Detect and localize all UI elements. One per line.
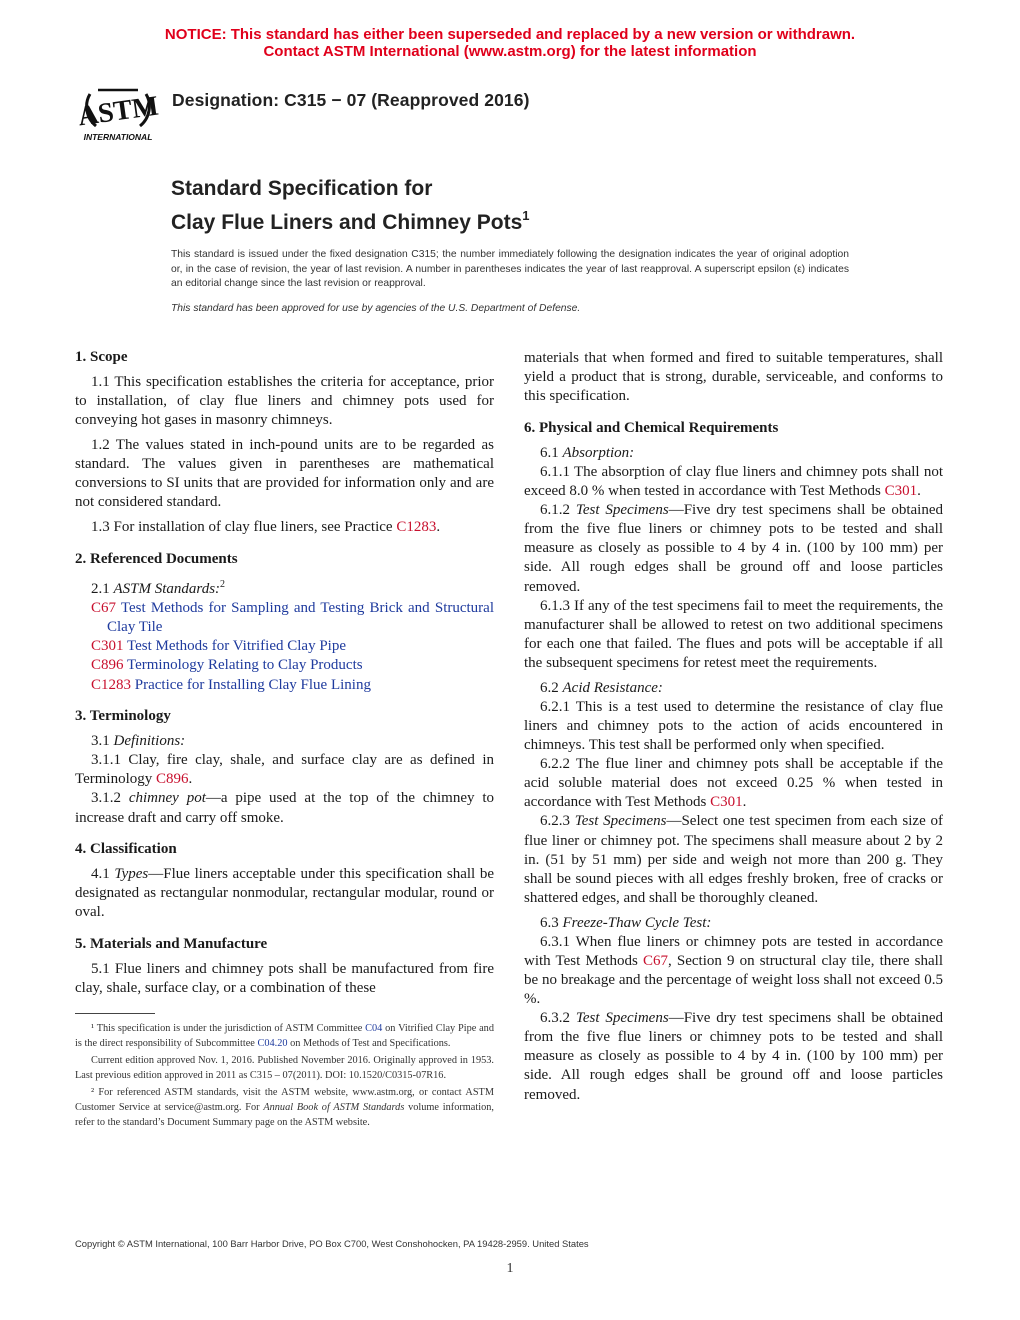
link-c67[interactable]: C67 bbox=[643, 952, 669, 969]
link-c04[interactable]: C04 bbox=[365, 1023, 383, 1034]
section-heading-materials: 5. Materials and Manufacture bbox=[75, 936, 268, 953]
title-line-2: Clay Flue Liners and Chimney Pots$^1$ bbox=[171, 208, 530, 234]
paragraph-3-1-1: 3.1.1 Clay, fire clay, shale, and surface clay are as defined in Terminology C896. bbox=[75, 752, 494, 788]
right-column bbox=[524, 349, 943, 1105]
title-line-1: Standard Specification for bbox=[171, 177, 433, 200]
paragraph-1-2: 1.2 The values stated in inch-pound units are to be regarded as standard. The values given in parentheses are mathematical conversions to SI units that are provided for information only and are not considered standard. bbox=[75, 437, 494, 511]
paragraph-4-1: 4.1 Types—Flue liners acceptable under this specification shall be designated as rectangular nonmodular, rectangular modular, round or oval. bbox=[75, 866, 494, 921]
section-heading-classification: 4. Classification bbox=[75, 841, 177, 858]
footnotes bbox=[75, 1021, 494, 1130]
paragraph-6-2-1: 6.2.1 This is a test used to determine the resistance of clay flue liners and chimney pots to the action of acids encountered in chimneys. This test shall be performed only when specified. bbox=[524, 698, 943, 754]
reference-c1283[interactable]: C1283 Practice for Installing Clay Flue Lining bbox=[91, 676, 371, 693]
paragraph-1-1: 1.1 This specification establishes the criteria for acceptance, prior to installation, of clay flue liners and chimney pots used for conveying hot gases in masonry chimneys. bbox=[75, 374, 494, 429]
approved-note: This standard has been approved for use by agencies of the U.S. Department of Defense. bbox=[171, 303, 581, 314]
paragraph-5-1-end: materials that when formed and fired to suitable temperatures, shall yield a product that is strong, durable, serviceable, and conforms to this specification. bbox=[524, 350, 943, 405]
logo-mark-text: ASTM bbox=[76, 90, 160, 133]
footnote-1-edition: Current edition approved Nov. 1, 2016. Published November 2016. Originally approved in 1953. Last previous edition approved in 2011 as C315 – 07(2011). DOI: 10.1520/C0315-07R16. bbox=[75, 1055, 494, 1081]
paragraph-6-2: 6.2 Acid Resistance: bbox=[540, 679, 663, 696]
reference-c896[interactable]: C896 Terminology Relating to Clay Products bbox=[91, 657, 363, 674]
paragraph-6-3-2: 6.3.2 Test Specimens—Five dry test specimens shall be obtained from the five flue liners or chimney pots to be tested and shall measure as closely as possible to 4 by 4 in. (100 by 100 mm) per side. All rough edges shall be ground off and loose particles removed. bbox=[524, 1010, 943, 1103]
left-column bbox=[75, 348, 494, 998]
paragraph-6-2-3: 6.2.3 Test Specimens—Select one test specimen from each size of flue liner or chimney pot. The specimens shall measure about 2 by 2 in. (51 by 51 mm) per side and weigh not more than 200 g. They shall be sound pieces with all edges freshly broken, free of cracks or shattered edges, and shall be thoroughly cleaned. bbox=[524, 813, 943, 906]
link-c1283[interactable]: C1283 bbox=[396, 519, 437, 536]
document-title bbox=[171, 175, 529, 236]
designation: Designation: C315 − 07 (Reapproved 2016) bbox=[172, 90, 530, 110]
paragraph-5-1-start: 5.1 Flue liners and chimney pots shall be manufactured from fire clay, shale, surface clay, or a combination of these bbox=[75, 961, 494, 997]
notice-line-1: NOTICE: This standard has either been superseded and replaced by a new version or withdrawn. bbox=[164, 26, 856, 43]
paragraph-6-2-2: 6.2.2 The flue liner and chimney pots shall be acceptable if the acid soluble material does not exceed 0.25 % when tested in accordance with Test Methods C301. bbox=[524, 756, 943, 811]
issued-note: This standard is issued under the fixed designation C315; the number immediately following the designation indicates the year of original adoption or, in the case of revision, the year of last revision. A number in parentheses indicates the year of last reapproval. A superscript epsilon (ε) indicates an editorial change since the last revision or reapproval. bbox=[171, 249, 849, 290]
paragraph-6-1-1: 6.1.1 The absorption of clay flue liners and chimney pots shall not exceed 8.0 % when tested in accordance with Test Methods C301. bbox=[524, 463, 943, 500]
title-footnote-mark: 1 bbox=[522, 208, 530, 223]
section-heading-terminology: 3. Terminology bbox=[75, 708, 171, 725]
reference-c67[interactable]: C67 Test Methods for Sampling and Testing Brick and Structural Clay Tile bbox=[91, 600, 494, 636]
copyright: Copyright © ASTM International, 100 Barr Harbor Drive, PO Box C700, West Conshohocken, PA 19428-2959. United States bbox=[75, 1238, 589, 1249]
footnote-2: ² For referenced ASTM standards, visit the ASTM website, www.astm.org, or contact ASTM Customer Service at service@astm.org. For Annual Book of ASTM Standards volume information, refer to the standard’s Document Summary page on the ASTM website. bbox=[75, 1087, 494, 1128]
section-heading-referenced: 2. Referenced Documents bbox=[75, 550, 238, 567]
paragraph-6-1-3: 6.1.3 If any of the test specimens fail to meet the requirements, the manufacturer shall be allowed to retest on two additional specimens for each one that failed. The flues and pots will be acceptable if all the subsequent specimens for retest meet the requirements. bbox=[524, 597, 943, 671]
paragraph-6-1: 6.1 Absorption: bbox=[540, 444, 635, 461]
link-c896[interactable]: C896 bbox=[156, 771, 189, 788]
reference-c301[interactable]: C301 Test Methods for Vitrified Clay Pipe bbox=[91, 638, 346, 655]
paragraph-2-1: 2.1 ASTM Standards:$^2$ bbox=[91, 579, 226, 598]
section-heading-scope: 1. Scope bbox=[75, 349, 128, 365]
paragraph-1-3: 1.3 For installation of clay flue liners, see Practice C1283. bbox=[91, 519, 441, 536]
paragraph-6-3-1: 6.3.1 When flue liners or chimney pots are tested in accordance with Test Methods C67, Section 9 on structural clay tile, there shall be no breakage and the percentage of weight loss shall not exceed 0.5 %. bbox=[524, 933, 943, 1008]
paragraph-3-1: 3.1 Definitions: bbox=[91, 733, 186, 750]
withdrawal-notice bbox=[0, 26, 1020, 60]
footnote-divider bbox=[75, 1013, 155, 1014]
page-number: 1 bbox=[506, 1261, 514, 1276]
paragraph-6-1-2: 6.1.2 Test Specimens—Five dry test specimens shall be obtained from the five flue liners or chimney pots to be tested and shall measure as closely as possible to 4 by 4 in. (100 by 100 mm) per side. All rough edges shall be ground off and loose particles removed. bbox=[524, 502, 943, 595]
notice-line-2: Contact ASTM International (www.astm.org) for the latest information bbox=[263, 43, 757, 60]
paragraph-3-1-2: 3.1.2 chimney pot—a pipe used at the top of the chimney to increase draft and carry off smoke. bbox=[75, 790, 495, 826]
link-c04-20[interactable]: C04.20 bbox=[257, 1038, 288, 1049]
paragraph-6-3: 6.3 Freeze-Thaw Cycle Test: bbox=[540, 914, 712, 931]
link-c301-a[interactable]: C301 bbox=[884, 483, 918, 500]
section-heading-physical: 6. Physical and Chemical Requirements bbox=[524, 419, 779, 436]
link-c301-b[interactable]: C301 bbox=[710, 794, 743, 811]
logo-sub-text: INTERNATIONAL bbox=[83, 132, 153, 142]
astm-logo-icon bbox=[76, 76, 160, 144]
footnote-1: ¹ This specification is under the jurisdiction of ASTM Committee C04 on Vitrified Clay Pipe and is the direct responsibility of Subcommittee C04.20 on Methods of Test and Specifications. bbox=[75, 1023, 494, 1049]
